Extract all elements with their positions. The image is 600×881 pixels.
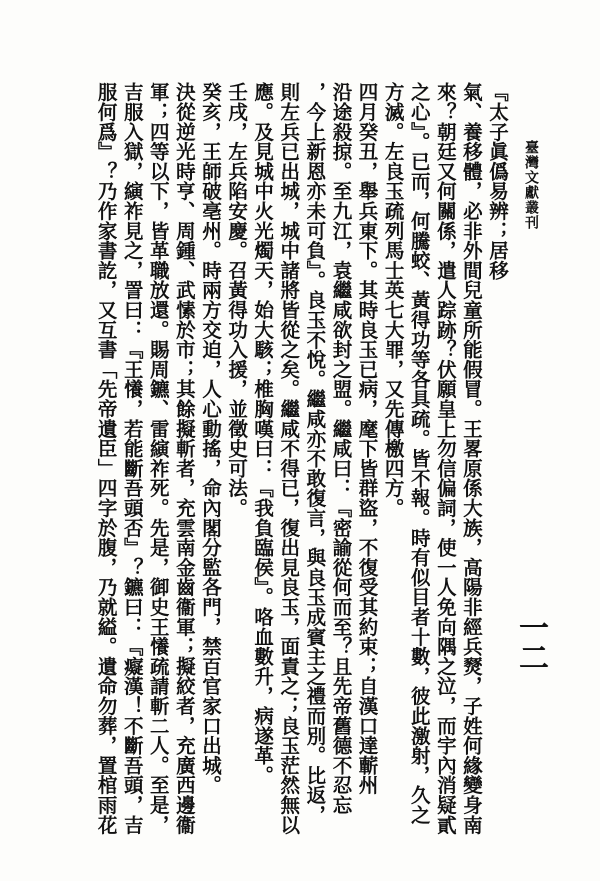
text-column: 氣、養移體，必非外間兒童所能假冒。王畧原係大族，高陽非經兵燹，子姓何緣變身南	[459, 82, 483, 835]
page-number: 一二	[513, 612, 548, 672]
text-column: 方滅。左良玉疏列馬士英七大罪，又先傳檄四方。	[381, 82, 405, 518]
text-column: 『太子眞僞易辨；居移	[486, 82, 509, 280]
text-column: 沿途殺掠。至九江，袁繼咸欲封之盟。繼咸曰：『密諭從何而至？且先帝舊德不忍忘	[329, 82, 353, 815]
text-column: 之心』。已而，何騰蛟、黃得功等各具疏。皆不報。時有似目者十數，彼此激射，久之	[407, 82, 431, 825]
text-column: 吉服入獄，縯祚見之，詈曰：『王懩，若能斷吾頭否』？鑣曰：『癡漢！不斷吾頭，吉	[120, 82, 144, 835]
text-column: 服何爲』？乃作家書訖，又互書「先帝遺臣」四字於腹，乃就縊。遺命勿葬，置棺雨花	[94, 82, 118, 835]
text-column: 來？朝廷又何關係，遣人踪跡？伏願皇上勿信偏詞，使一人免向隅之泣，而宇內消疑貳	[433, 82, 457, 835]
text-column: ，今上新恩亦未可負』。良玉不悅。繼咸亦不敢復言，與良玉成賓主之禮而別。比返，	[303, 82, 327, 825]
text-column: 則左兵已出城，城中諸將皆從之矣。繼咸不得已，復出見良玉，面責之；良玉茫然無以	[277, 82, 301, 835]
text-column: 四月癸丑，舉兵東下。其時良玉已病，麾下皆群盜，不復受其約束；自漢口達蘄州	[355, 82, 379, 795]
text-column: 軍；四等以下，皆革職放還。賜周鑣、雷縯祚死。先是，御史王懩疏請斬二人。至是，	[146, 82, 170, 835]
journal-title: 臺灣文獻叢刊	[523, 140, 539, 230]
text-column: 應。及見城中火光燭天，始大駭；椎胸嘆曰：『我負臨侯』。咯血數升，病遂革。	[251, 82, 275, 786]
text-column: 決從逆光時亨、周鍾、武愫於市；其餘擬斬者，充雲南金齒衞軍；擬絞者，充廣西邊衞	[172, 82, 196, 835]
text-column: 壬戌，左兵陷安慶。召黃得功入援，並徵史可法。	[225, 82, 249, 518]
text-column: 癸亥，王師破亳州。時兩方交迫，人心動搖，命內閣分監各門，禁百官家口出城。	[198, 82, 222, 795]
main-text	[58, 82, 510, 852]
